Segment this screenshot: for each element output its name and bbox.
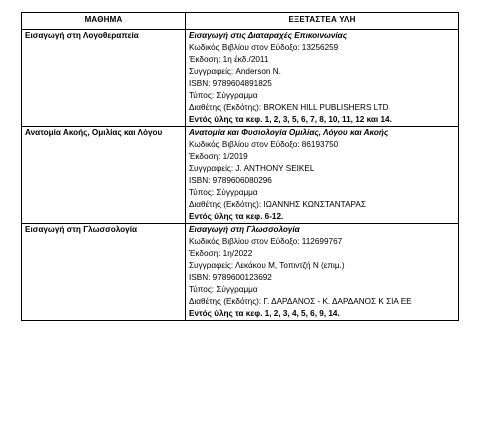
book-title: Εισαγωγή στη Γλωσσολογία [189, 225, 300, 234]
book-authors: Συγγραφείς: Anderson N. [189, 67, 281, 76]
column-header-course: ΜΑΘΗΜΑ [22, 13, 186, 30]
book-authors: Συγγραφείς: Λεκάκου Μ, Τοπιντζή Ν (επιμ.) [189, 261, 345, 270]
book-edition: Έκδοση: 1/2019 [189, 152, 248, 161]
book-publisher: Διαθέτης (Εκδότης): Γ. ΔΑΡΔΑΝΟΣ - Κ. ΔΑΡΔΑΝΟΣ Κ ΣΙΑ ΕΕ [189, 297, 412, 306]
book-edition: Έκδοση: 1η έκδ./2011 [189, 55, 269, 64]
book-isbn: ISBN: 9789606080296 [189, 176, 272, 185]
column-header-material: ΕΞΕΤΑΣΤΕΑ ΥΛΗ [186, 13, 459, 30]
table-row [22, 30, 459, 127]
book-title: Εισαγωγή στις Διαταραχές Επικοινωνίας [189, 31, 348, 40]
book-code: Κωδικός Βιβλίου στον Εύδοξο: 112699767 [189, 237, 343, 246]
book-code: Κωδικός Βιβλίου στον Εύδοξο: 86193750 [189, 140, 339, 149]
course-name: Ανατομία Ακοής, Ομιλίας και Λόγου [22, 127, 186, 224]
table-row [22, 127, 459, 224]
course-material [186, 224, 459, 321]
book-isbn: ISBN: 9789604891825 [189, 79, 272, 88]
course-name: Εισαγωγή στη Γλωσσολογία [22, 224, 186, 321]
book-edition: Έκδοση: 1η/2022 [189, 249, 253, 258]
header-row [22, 13, 459, 30]
course-material [186, 30, 459, 127]
book-isbn: ISBN: 9789600123692 [189, 273, 272, 282]
book-type: Τύπος: Σύγγραμμα [189, 285, 258, 294]
syllabus-table [21, 12, 459, 321]
book-type: Τύπος: Σύγγραμμα [189, 91, 258, 100]
book-publisher: Διαθέτης (Εκδότης): ΙΩΑΝΝΗΣ ΚΩΝΣΤΑΝΤΑΡΑΣ [189, 200, 366, 209]
book-type: Τύπος: Σύγγραμμα [189, 188, 258, 197]
book-publisher: Διαθέτης (Εκδότης): BROKEN HILL PUBLISHERS LTD [189, 103, 389, 112]
book-authors: Συγγραφείς: J. ANTHONY SEIKEL [189, 164, 315, 173]
table-row [22, 224, 459, 321]
book-title: Ανατομία και Φυσιολογία Ομιλίας, Λόγου και Ακοής [189, 128, 389, 137]
course-name: Εισαγωγή στη Λογοθεραπεία [22, 30, 186, 127]
book-code: Κωδικός Βιβλίου στον Εύδοξο: 13256259 [189, 43, 339, 52]
exam-scope: Εντός ύλης τα κεφ. 6-12. [189, 212, 284, 221]
course-material [186, 127, 459, 224]
exam-scope: Εντός ύλης τα κεφ. 1, 2, 3, 4, 5, 6, 9, 14. [189, 309, 340, 318]
exam-scope: Εντός ύλης τα κεφ. 1, 2, 3, 5, 6, 7, 8, 10, 11, 12 και 14. [189, 115, 392, 124]
